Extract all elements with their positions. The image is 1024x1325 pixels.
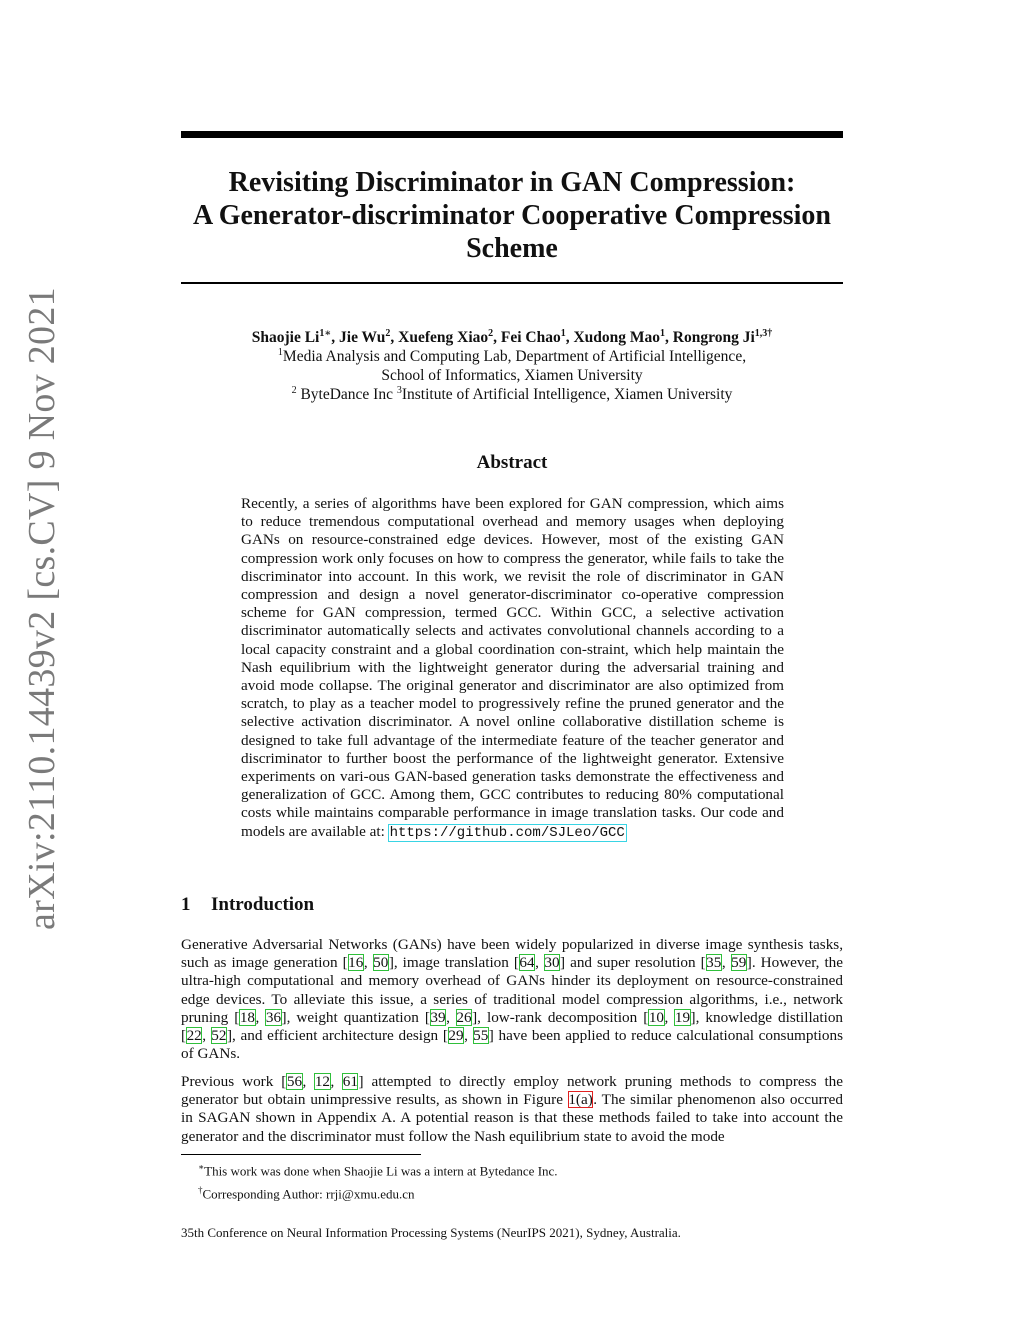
citation-link[interactable]: 18 — [239, 1008, 256, 1026]
author-sep: , — [331, 329, 340, 346]
arxiv-stamp: arXiv:2110.14439v2 [cs.CV] 9 Nov 2021 — [21, 287, 63, 930]
title-top-rule — [181, 131, 843, 138]
text-run: ], low-rank decomposition [ — [472, 1008, 649, 1026]
conference-footer: 35th Conference on Neural Information Processing Systems (NeurIPS 2021), Sydney, Australia. — [181, 1225, 681, 1240]
citation-link[interactable]: 35 — [706, 954, 722, 972]
affiliation-3-mark: 3 — [396, 384, 402, 396]
citation-link[interactable]: 61 — [342, 1073, 358, 1090]
section-title: Introduction — [211, 894, 315, 915]
text-run: , — [255, 1008, 266, 1026]
footnote-1-mark: ∗ — [198, 1162, 205, 1172]
section-heading-introduction — [181, 894, 843, 916]
text-run: , — [664, 1008, 675, 1026]
title-line-2: A Generator-discriminator Cooperative Compression — [193, 200, 831, 231]
footnote-1-text: This work was done when Shaojie Li was a intern at Bytedance Inc. — [204, 1163, 558, 1179]
text-run: , — [464, 1027, 473, 1045]
text-run: , — [363, 954, 373, 972]
text-run: ] attempted to directly employ network pruning methods to compress the generator but obtain unimpressive results, as shown in Figure — [181, 1073, 843, 1109]
intro-paragraph-1 — [181, 936, 843, 1063]
citation-link[interactable]: 39 — [430, 1008, 446, 1026]
intro-paragraph-2 — [181, 1073, 843, 1146]
citation-link[interactable]: 52 — [211, 1027, 227, 1045]
affiliation-1-mark: 1 — [277, 346, 283, 358]
footnote-2 — [181, 1181, 843, 1204]
author-sep: , — [390, 329, 399, 346]
affiliation-1-line-1 — [181, 347, 843, 366]
text-run: , — [202, 1027, 211, 1045]
text-run: , — [721, 954, 731, 972]
text-run: ], and efficient architecture design [ — [226, 1027, 448, 1045]
title-bottom-rule — [181, 282, 843, 284]
citation-link[interactable]: 64 — [519, 954, 535, 972]
author-block — [181, 328, 843, 404]
author-2-affil: 2 — [385, 327, 391, 339]
text-run: , — [446, 1008, 456, 1026]
title-line-1: Revisiting Discriminator in GAN Compression: — [228, 167, 796, 198]
author-sep: , — [565, 329, 574, 346]
github-link[interactable]: https://github.com/SJLeo/GCC — [389, 824, 625, 841]
author-1: Shaojie Li — [251, 329, 320, 346]
author-6-footnote-mark: † — [767, 327, 773, 339]
author-sep: , — [665, 329, 673, 346]
author-5: Xudong Mao — [573, 329, 661, 346]
author-names — [181, 328, 843, 347]
affiliation-1-text: Media Analysis and Computing Lab, Department of Artificial Intelligence, — [282, 348, 747, 365]
author-2: Jie Wu — [339, 329, 386, 346]
author-1-footnote-mark: ∗ — [324, 327, 332, 339]
section-number: 1 — [181, 894, 191, 915]
author-3-affil: 2 — [488, 327, 494, 339]
text-run: , — [302, 1073, 315, 1090]
text-run: Previous work [ — [181, 1073, 287, 1090]
citation-link[interactable]: 10 — [648, 1008, 665, 1026]
text-run: Generative Adversarial Networks (GANs) have been widely popularized in diverse image synthesis tasks, such as image generation [ — [181, 936, 843, 972]
title-line-3: Scheme — [466, 233, 558, 264]
citation-link[interactable]: 29 — [448, 1027, 464, 1045]
author-6-affil: 1,3 — [754, 327, 768, 339]
text-run: . The similar phenomenon also occurred in SAGAN shown in Appendix A. A potential reason is that these methods failed to take into account the generator and the discriminator must follow the Nash equilibrium state to avoid the mode — [181, 1091, 843, 1145]
citation-link[interactable]: 19 — [674, 1008, 691, 1026]
text-run: , — [535, 954, 544, 972]
citation-link[interactable]: 36 — [265, 1008, 282, 1026]
text-run: ] and super resolution [ — [560, 954, 706, 972]
affiliation-1-line-2: School of Informatics, Xiamen University — [381, 367, 643, 384]
affiliation-2-mark: 2 — [291, 384, 297, 396]
citation-link[interactable]: 56 — [286, 1073, 303, 1090]
text-run: , — [330, 1073, 343, 1090]
citation-link[interactable]: 12 — [314, 1073, 330, 1090]
author-4-affil: 1 — [560, 327, 566, 339]
text-run: ], image translation [ — [388, 954, 519, 972]
text-run: ] have been applied to reduce calculational consumptions of GANs. — [181, 1027, 844, 1063]
citation-link[interactable]: 16 — [348, 954, 364, 972]
text-run: ]. However, the ultra-high computational and memory overhead of GANs hinder its deployment on resource-constrained edge devices. To alleviate this issue, a series of traditional model compression algorithms, i.e., network pruning [ — [181, 954, 844, 1026]
footnote-2-mark: † — [198, 1184, 203, 1195]
author-5-affil: 1 — [660, 327, 666, 339]
citation-link[interactable]: 55 — [473, 1027, 489, 1045]
citation-link[interactable]: 22 — [186, 1027, 202, 1045]
text-run: ], weight quantization [ — [281, 1008, 430, 1026]
footnote-2-text: Corresponding Author: rrji@xmu.edu.cn — [202, 1186, 415, 1202]
author-3: Xuefeng Xiao — [398, 329, 489, 346]
author-sep: , — [493, 329, 501, 346]
abstract-text: Recently, a series of algorithms have been explored for GAN compression, which aims to reduce tremendous computational overhead and memory usages when deploying GANs on resource-constrained edge devices. However, most of the existing GAN compression work only focuses on how to compress the generator, while fails to take the discriminator into account. In this work, we revisit the role of discriminator in GAN compression and design a novel generator-discriminator co-operative compression scheme for GAN compression, termed GCC. Within GCC, a selective activation discriminator automatically selects and activates convolutional channels according to a local capacity constraint and a global coordination con-straint, which help maintain the Nash equilibrium with the lightweight generator during the adversarial training and avoid mode collapse. The original generator and discriminator are also optimized from scratch, to play as a teacher model to progressively refine the pruned generator and the selective activation discriminator. A novel online collaborative distillation scheme is designed to take full advantage of the intermediate feature of the teacher generator and discriminator to further boost the performance of the lightweight generator. Extensive experiments on vari-ous GAN-based generation tasks demonstrate the effectiveness and generalization of GCC. Among them, GCC contributes to reducing 80% computational costs while maintains comparable performance in image translation tasks. Our code and models are available at: — [241, 495, 784, 840]
abstract-body — [241, 495, 784, 842]
footnote-rule — [181, 1154, 421, 1155]
footnote-1 — [181, 1158, 843, 1181]
figure-link[interactable]: 1(a) — [568, 1091, 593, 1109]
affiliation-2-text: ByteDance Inc — [300, 386, 393, 403]
text-run: ], knowledge distillation [ — [181, 1008, 844, 1045]
citation-link[interactable]: 50 — [373, 954, 389, 972]
affiliation-3-text: Institute of Artificial Intelligence, Xiamen University — [401, 386, 733, 403]
citation-link[interactable]: 59 — [731, 954, 747, 972]
citation-link[interactable]: 30 — [544, 954, 560, 972]
citation-link[interactable]: 26 — [456, 1008, 472, 1026]
abstract-heading: Abstract — [476, 452, 548, 473]
author-6: Rongrong Ji — [672, 329, 755, 346]
footnotes — [181, 1158, 843, 1204]
author-4: Fei Chao — [500, 329, 561, 346]
affiliation-2-3 — [181, 385, 843, 404]
paper-title — [181, 166, 843, 265]
author-1-affil: 1 — [319, 327, 325, 339]
